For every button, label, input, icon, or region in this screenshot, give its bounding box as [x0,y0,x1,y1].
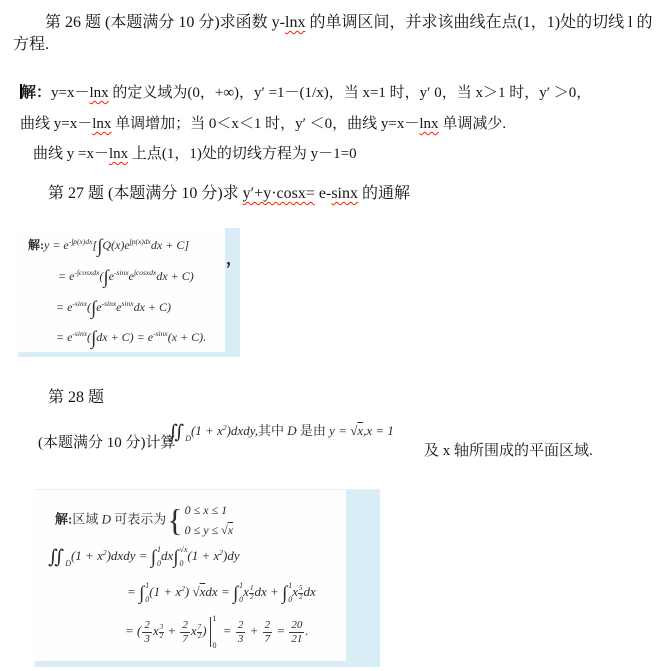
formula-line: 解:y = $e^{-\int p(x)dx}[\int Q(x)e^{\int p(x)dx}dx + C]$ [28,236,189,257]
q26-sol3-text: 曲线 y =x－ [33,146,109,162]
q26-solution-line-1 [20,81,591,102]
question-27-title [48,180,410,203]
q26-sol3-text-2: 上点(1，1)处的切线方程为 y－1=0 [128,146,357,162]
q26-sol2-misspelled: lnx [92,116,112,132]
q26-sol3-misspelled: lnx [108,146,129,162]
q26-sol-label: 解： [21,85,52,101]
q27-title-text: 第 27 题 (本题满分 10 分)求 [48,185,243,202]
formula-line: = ( $\frac{2}{3}$ x $\frac{3}{2}$ + $\frac{2}{7}$ x $\frac{7}{2}$ ) 1 0 = $\frac{2}{3}$ + $\frac{2}{7}$ = $\frac{20}{21}$ . [125,614,309,650]
q27-title-text-2: e- [314,185,332,202]
formula-line: 解:区域 D 可表示为 { 0 ≤ x ≤ 1 0 ≤ y ≤ √x [55,502,234,539]
q26-sol1-text-2: 的定义域为(0，+∞)，y′ =1－(1/x)，当 x=1 时，y′ 0，当 x＞1 时，y′ ＞0， [108,85,592,101]
question-26-title-line2 [13,31,49,54]
q28-statement-suffix [424,439,593,460]
formula-line: ∬ D $(1 + x^2)dxdy$ = ∫ 1 0 dx ∫ √x 0 $(1 + x^2)dy$ [48,545,240,568]
q27-title-text-3: 的通解 [357,185,410,202]
question-28-heading [48,384,104,407]
q26-sol2-text-3: 单调减少. [438,116,507,132]
formula-line: = $e^{-\int cosxdx}(\int e^{-sinx}e^{\int cosxdx}dx + C)$ [58,267,194,288]
formula-line: = $e^{-sinx}(\int dx + C) = e^{-sinx}(x + C)$. [56,328,207,349]
comma-artifact: ， [226,251,243,268]
q26-title-text-2: 的单调区间，并求该曲线在点(1，1)处的切线 l 的 [305,14,653,31]
math-solution-image-28 [35,489,380,667]
page-edge-bottom [18,352,240,357]
math-solution-image-27 [18,228,243,357]
q26-sol1-misspelled: lnx [89,85,109,101]
q26-sol1-text: y=x－ [51,85,90,101]
q27-title-misspelled: y′+y·cosx= [242,185,315,202]
q28-statement-prefix [38,431,176,452]
q26-solution-line-2 [20,112,506,133]
q26-sol2-text-2: 单调增加；当 0＜x＜1 时，y′ ＜0，曲线 y=x－ [111,116,420,132]
page-edge-right [346,490,380,667]
q27-title-misspelled-2: sinx [331,185,358,202]
q28-stmt-suffix-text: 及 x 轴所围成的平面区域. [424,443,593,459]
page-edge-bottom [35,661,380,667]
q28-stmt-prefix-text: (本题满分 10 分)计算 [38,435,176,451]
q26-sol2-text: 曲线 y=x－ [20,116,93,132]
q26-title-text: 第 26 题 (本题满分 10 分)求函数 y- [45,14,285,31]
q28-statement-math: ∬ D $(1 + x^2)dxdy$,其中 D 是由 y = √x,x = 1 [168,421,394,444]
q26-title-misspelled: lnx [285,14,306,31]
question-26-title [45,9,653,32]
formula-line: = $e^{-sinx}(\int e^{-sinx}e^{sinx}dx + C)$ [56,298,172,319]
q28-heading-text: 第 28 题 [48,389,105,406]
formula-line: = ∫ 1 0 $(1 + x^2)$ √xdx = ∫ 1 0 x $\frac{1}{2}$ dx + ∫ 1 0 x $\frac{5}{2}$ dx [127,581,316,604]
q26-sol2-misspelled-2: lnx [419,116,439,132]
q26-solution-line-3 [33,142,357,163]
q26-title-wrap: 方程. [13,36,50,53]
